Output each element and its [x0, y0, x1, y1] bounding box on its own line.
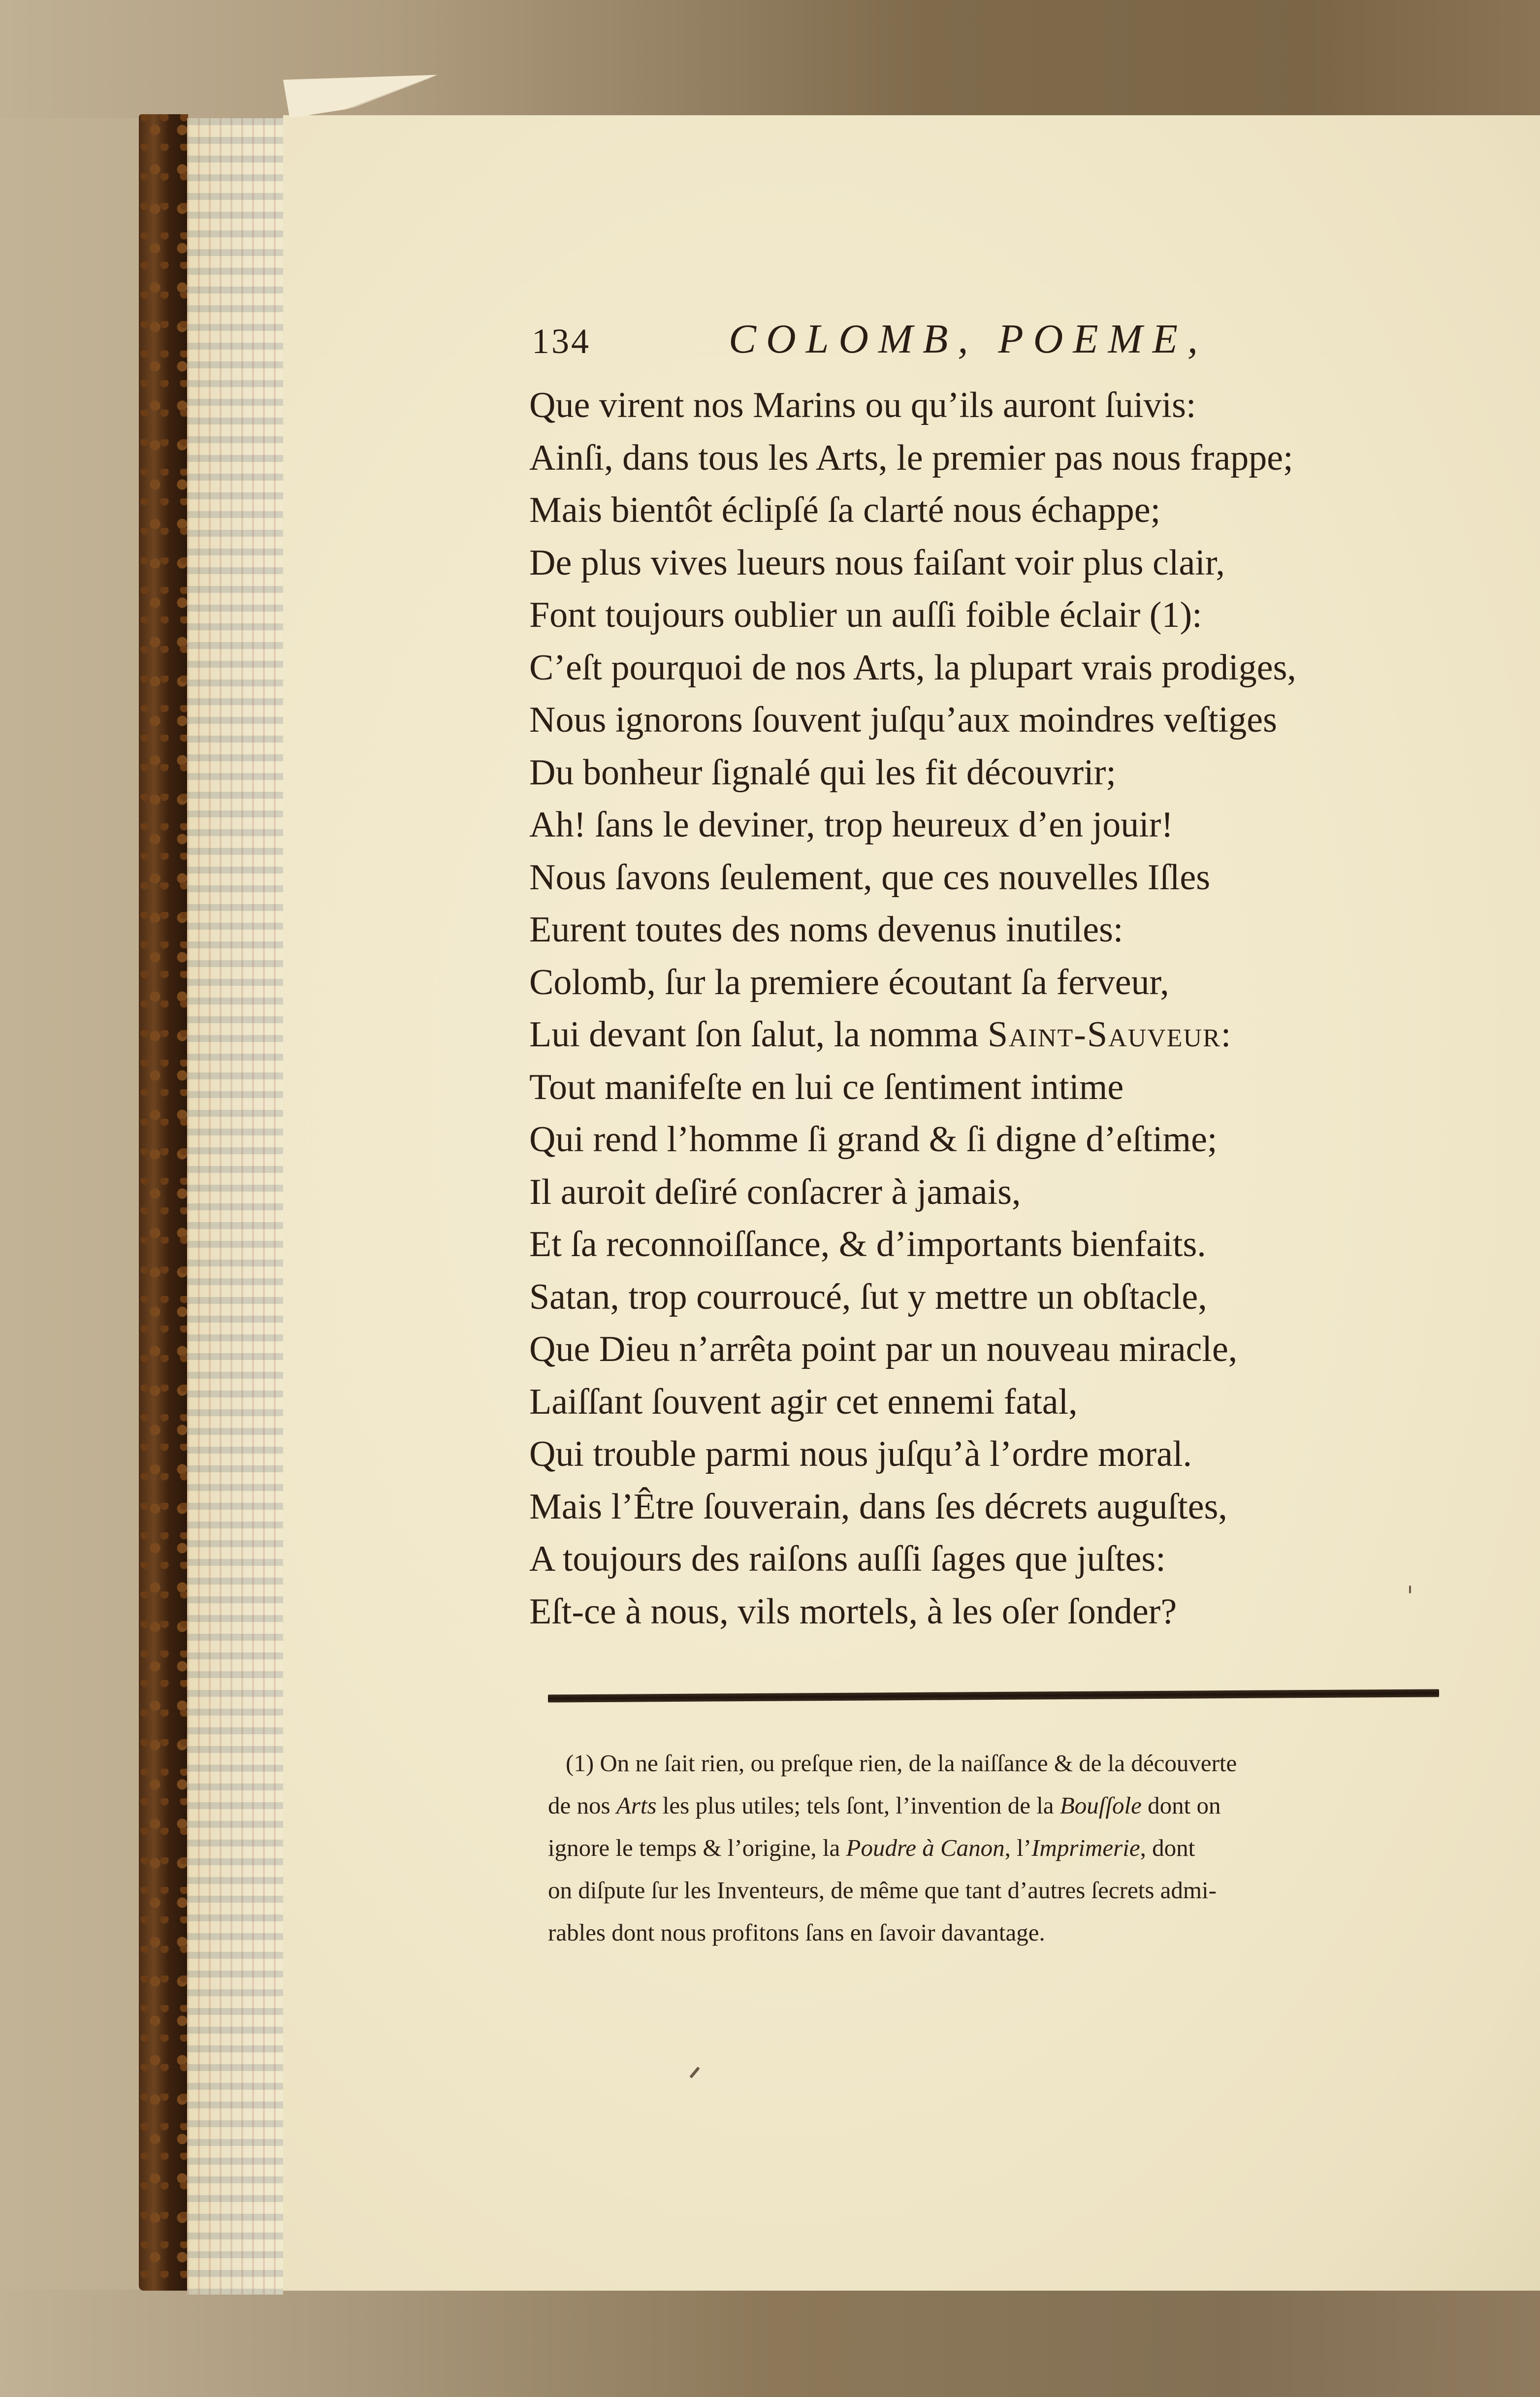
- verse-line: Nous ignorons ſouvent juſqu’aux moindres veſtiges: [529, 700, 1277, 740]
- verse-line: Satan, trop courroucé, ſut y mettre un obſtacle,: [529, 1276, 1207, 1317]
- ink-speck: [1409, 1586, 1411, 1593]
- verse-line: Font toujours oublier un auſſi foible éclair (1):: [529, 595, 1202, 635]
- verse-line: Colomb, ſur la premiere écoutant ſa ferveur,: [529, 962, 1169, 1003]
- footnote: [548, 1742, 1449, 1954]
- verse-line: Ainſi, dans tous les Arts, le premier pas nous frappe;: [529, 437, 1293, 478]
- verse-line: Nous ſavons ſeulement, que ces nouvelles Iſles: [529, 857, 1211, 898]
- footnote-text: les plus utiles; tels ſont, l’invention de la: [656, 1792, 1060, 1819]
- footnote-line: rables dont nous profitons ſans en ſavoir davantage.: [548, 1919, 1045, 1946]
- verse-line: Du bonheur ſignalé qui les fit découvrir;: [529, 752, 1116, 793]
- verse-line: Qui rend l’homme ſi grand & ſi digne d’eſtime;: [529, 1119, 1218, 1160]
- verse-punct: :: [1220, 1014, 1231, 1055]
- footnote-text: ignore le temps & l’origine, la: [548, 1834, 846, 1861]
- background-top: [0, 0, 1540, 118]
- verse-line: [529, 1008, 1455, 1061]
- verse-line: C’eſt pourquoi de nos Arts, la plupart vrais prodiges,: [529, 647, 1296, 688]
- verse-line: Que Dieu n’arrêta point par un nouveau miracle,: [529, 1329, 1238, 1369]
- running-head: [532, 315, 1467, 369]
- footnote-text: dont on: [1141, 1792, 1221, 1819]
- footnote-line: (1) On ne ſait rien, ou preſque rien, de la naiſſance & de la découverte: [566, 1749, 1237, 1777]
- verse-line: Ah! ſans le deviner, trop heureux d’en jouir!: [529, 805, 1174, 845]
- footnote-text: , dont: [1140, 1834, 1195, 1861]
- verse-text: Lui devant ſon ſalut, la nomma: [529, 1014, 988, 1055]
- verse-line: Eſt-ce à nous, vils mortels, à les oſer ſonder?: [529, 1591, 1177, 1632]
- verse-line: Tout manifeſte en lui ce ſentiment intime: [529, 1067, 1124, 1107]
- verse-line: Il auroit deſiré conſacrer à jamais,: [529, 1171, 1021, 1212]
- verse-line: Mais bientôt éclipſé ſa clarté nous échappe;: [529, 490, 1161, 530]
- verse-line: Qui trouble parmi nous juſqu’à l’ordre moral.: [529, 1434, 1192, 1474]
- marbled-page-edges: [187, 118, 283, 2295]
- background-bottom: [0, 2290, 1540, 2397]
- book-binding: [139, 114, 188, 2291]
- footnote-text: , l’: [1004, 1834, 1032, 1861]
- verse-line: A toujours des raiſons auſſi ſages que juſtes:: [529, 1539, 1166, 1579]
- verse-line: Mais l’Être ſouverain, dans ſes décrets auguſtes,: [529, 1486, 1227, 1527]
- footnote-line: [548, 1784, 1449, 1827]
- footnote-italic-poudre: Poudre à Canon: [846, 1834, 1005, 1861]
- verse-line: Que virent nos Marins ou qu’ils auront ſuivis:: [529, 385, 1196, 425]
- footnote-italic-boussole: Bouſſole: [1059, 1792, 1142, 1819]
- footnote-line: [548, 1827, 1449, 1869]
- verse-line: Et ſa reconnoiſſance, & d’importants bienfaits.: [529, 1224, 1206, 1264]
- saint-sauveur-smallcaps: Saint-Sauveur: [987, 1014, 1221, 1055]
- running-title: COLOMB, POEME,: [729, 316, 1208, 362]
- footnote-text: de nos: [548, 1792, 616, 1819]
- poem-verses: [529, 379, 1455, 1638]
- footnote-italic-imprimerie: Imprimerie: [1031, 1834, 1140, 1861]
- verse-line: Eurent toutes des noms devenus inutiles:: [529, 909, 1123, 950]
- footnote-italic-arts: Arts: [616, 1792, 657, 1819]
- footnote-line: on diſpute ſur les Inventeurs, de même que tant d’autres ſecrets admi-: [548, 1877, 1217, 1904]
- verse-line: De plus vives lueurs nous faiſant voir plus clair,: [529, 542, 1225, 583]
- page-number: 134: [532, 322, 591, 361]
- verse-line: Laiſſant ſouvent agir cet ennemi fatal,: [529, 1381, 1078, 1422]
